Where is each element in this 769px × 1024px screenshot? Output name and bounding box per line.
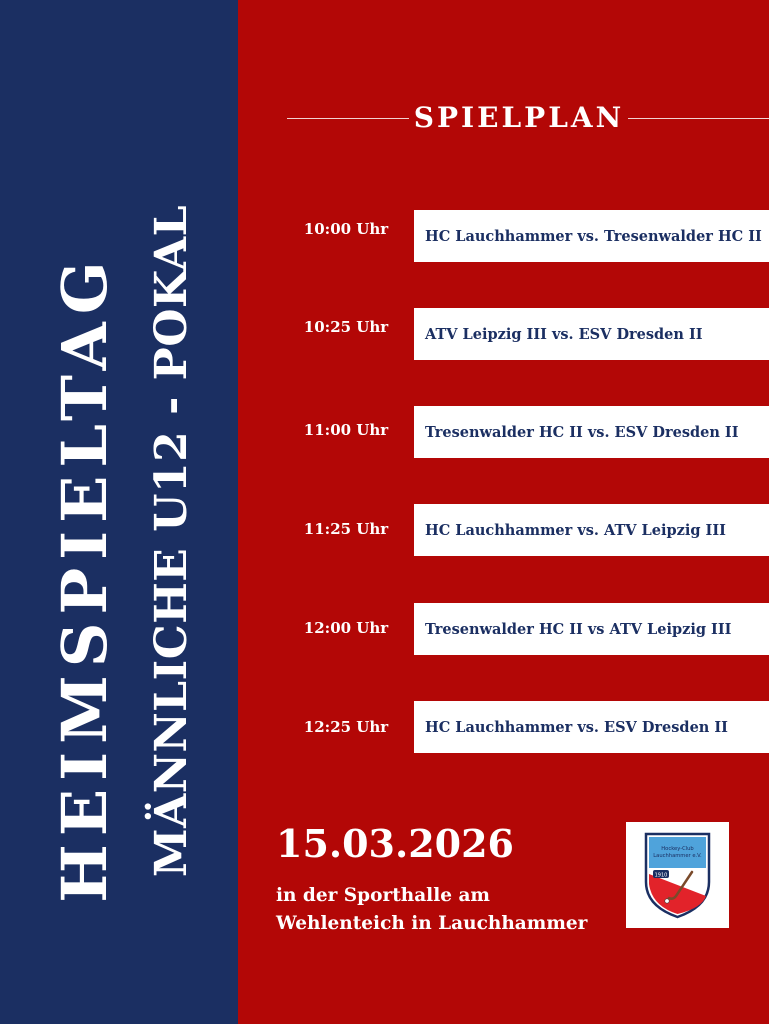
title-heimspieltag: HEIMSPIELTAG xyxy=(48,253,121,903)
heading-rule-right xyxy=(628,118,769,119)
match-teams: HC Lauchhammer vs. ATV Leipzig III xyxy=(425,521,726,539)
match-teams: Tresenwalder HC II vs. ESV Dresden II xyxy=(425,423,739,441)
crest-year: 1910 xyxy=(654,872,668,879)
match-time: 10:00 Uhr xyxy=(303,220,389,238)
match-time: 11:00 Uhr xyxy=(303,421,389,439)
schedule-heading: SPIELPLAN xyxy=(413,101,625,134)
match-teams: ATV Leipzig III vs. ESV Dresden II xyxy=(425,325,703,343)
club-crest-icon xyxy=(626,822,729,928)
ball-icon xyxy=(665,899,669,903)
event-date: 15.03.2026 xyxy=(276,821,514,866)
match-box xyxy=(414,603,769,655)
match-box xyxy=(414,504,769,556)
match-teams: Tresenwalder HC II vs ATV Leipzig III xyxy=(425,620,732,638)
match-time: 12:25 Uhr xyxy=(303,718,389,736)
title-category: MÄNNLICHE U12 - POKAL xyxy=(146,204,197,878)
match-box xyxy=(414,210,769,262)
match-time: 12:00 Uhr xyxy=(303,619,389,637)
match-teams: HC Lauchhammer vs. ESV Dresden II xyxy=(425,718,728,736)
crest-name-line-1: Hockey-Club xyxy=(661,846,694,852)
match-box xyxy=(414,308,769,360)
venue-line-1: in der Sporthalle am xyxy=(276,885,491,906)
crest-name-line-2: Lauchhammer e.V. xyxy=(653,853,702,859)
match-box xyxy=(414,406,769,458)
match-time: 11:25 Uhr xyxy=(303,520,389,538)
match-teams: HC Lauchhammer vs. Tresenwalder HC II xyxy=(425,227,762,245)
match-time: 10:25 Uhr xyxy=(303,318,389,336)
match-box xyxy=(414,701,769,753)
venue-line-2: Wehlenteich in Lauchhammer xyxy=(276,913,588,934)
heading-rule-left xyxy=(287,118,409,119)
club-logo xyxy=(626,822,729,928)
